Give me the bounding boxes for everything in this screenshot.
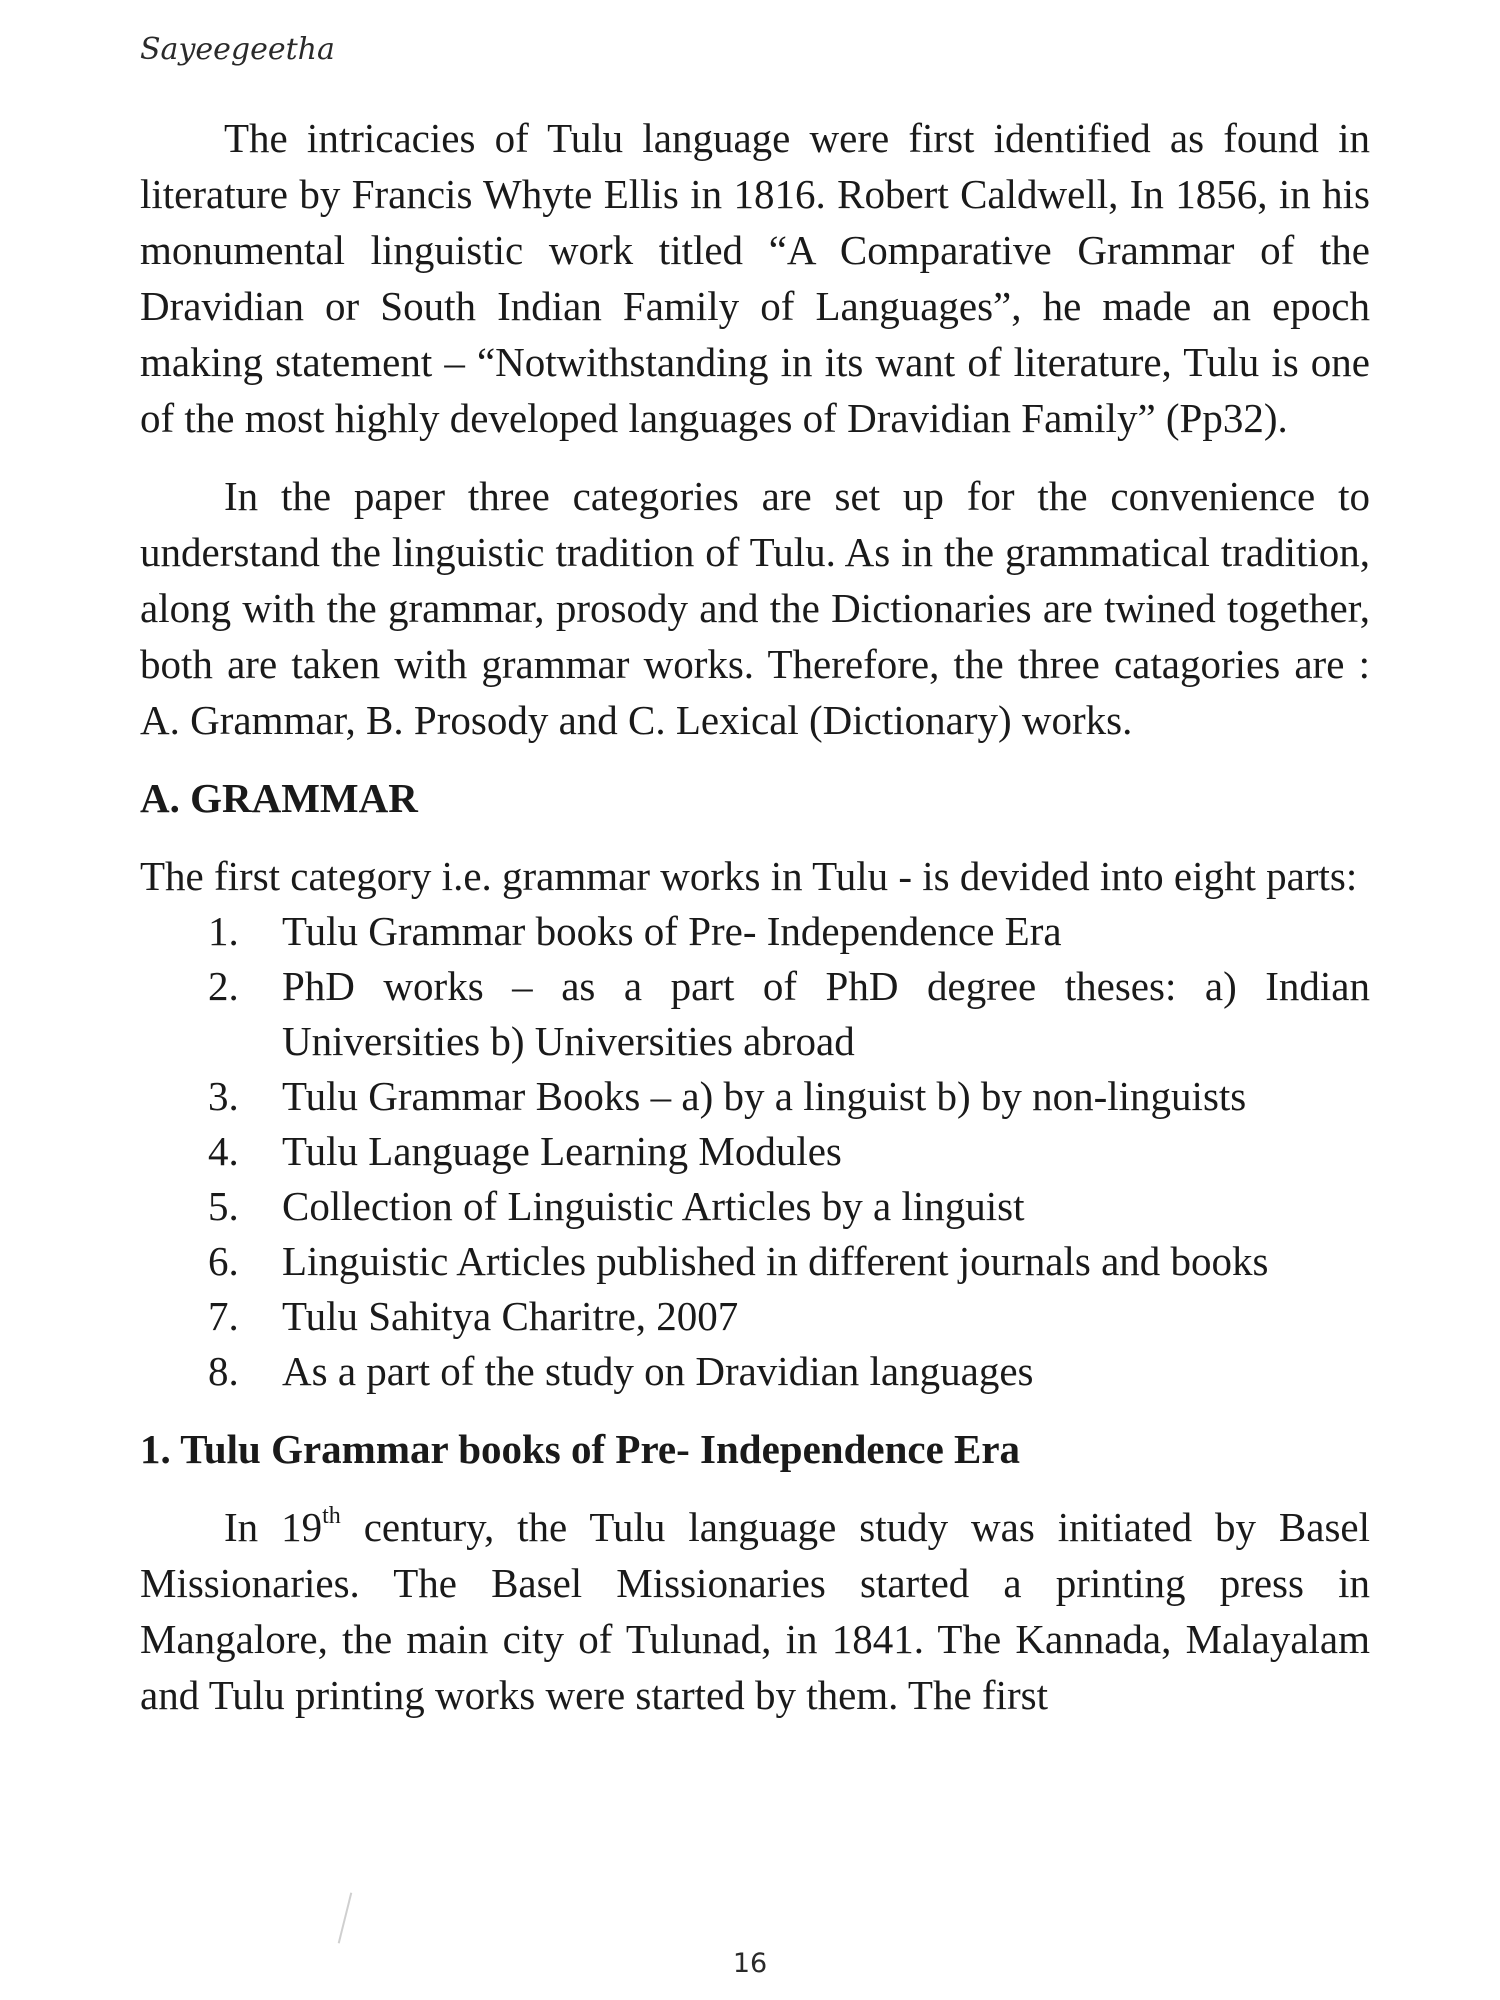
paragraph-gap (140, 748, 1370, 770)
list-item (140, 1124, 1370, 1179)
list-item (140, 1069, 1370, 1124)
paragraph-basel-missionaries (140, 1499, 1370, 1723)
list-item-number: 5. (208, 1183, 239, 1229)
paragraph-rest: century, the Tulu language study was initiated by Basel Missionaries. The Basel Missionaries started a printing press in Mangalore, the main city of Tulunad, in 1841. The Kannada, Malayalam and Tulu printing works were started by them. The first (140, 1504, 1371, 1718)
list-item-text: Tulu Grammar books of Pre- Independence Era (282, 908, 1062, 954)
section-heading-grammar: A. GRAMMAR (140, 775, 418, 821)
list-item-text: As a part of the study on Dravidian languages (282, 1348, 1034, 1394)
list-item-number: 2. (208, 963, 239, 1009)
list-item (140, 959, 1370, 1069)
paragraph-lead: In 19 (224, 1504, 323, 1550)
list-item-text: Tulu Language Learning Modules (282, 1128, 842, 1174)
paragraph-gap (140, 1399, 1370, 1421)
list-item (140, 1234, 1370, 1289)
list-item-number: 1. (208, 908, 239, 954)
paragraph-gap (140, 446, 1370, 468)
ordinal-suffix: th (322, 1503, 341, 1529)
list-item (140, 1344, 1370, 1399)
pen-stroke-mark (338, 1893, 353, 1944)
list-item-text: Tulu Sahitya Charitre, 2007 (282, 1293, 739, 1339)
list-item (140, 1289, 1370, 1344)
paragraph-gap (140, 826, 1370, 848)
list-item-text: Tulu Grammar Books – a) by a linguist b) by non-linguists (282, 1073, 1247, 1119)
grammar-parts-list (140, 904, 1370, 1399)
list-item (140, 904, 1370, 959)
list-item-text: Linguistic Articles published in different journals and books (282, 1238, 1269, 1284)
list-item (140, 1179, 1370, 1234)
paragraph-gap (140, 1477, 1370, 1499)
list-item-text: Collection of Linguistic Articles by a linguist (282, 1183, 1025, 1229)
list-item-number: 4. (208, 1128, 239, 1174)
paragraph-intro: The intricacies of Tulu language were first identified as found in literature by Francis Whyte Ellis in 1816. Robert Caldwell, In 1856, in his monumental linguistic work titled “A Comparative Grammar of the Dravidian or South Indian Family of Languages”, he made an epoch making statement – “Notwithstanding in its want of literature, Tulu is one of the most highly developed languages of Dravidian Family” (Pp32). (140, 115, 1370, 441)
section-heading-pre-independence: 1. Tulu Grammar books of Pre- Independence Era (140, 1426, 1021, 1472)
page-number: 16 (732, 1948, 768, 1979)
list-item-number: 7. (208, 1293, 239, 1339)
page-body (140, 110, 1370, 1723)
list-item-number: 8. (208, 1348, 239, 1394)
list-item-number: 3. (208, 1073, 239, 1119)
list-item-number: 6. (208, 1238, 239, 1284)
paragraph-grammar-intro: The first category i.e. grammar works in Tulu - is devided into eight parts: (140, 853, 1358, 899)
running-head: Sayeegeetha (140, 32, 335, 67)
paragraph-categories: In the paper three categories are set up for the convenience to understand the linguistic tradition of Tulu. As in the grammatical tradition, along with the grammar, prosody and the Dictionaries are twined together, both are taken with grammar works. Therefore, the three catagories are : A. Grammar, B. Prosody and C. Lexical (Dictionary) works. (140, 473, 1370, 743)
list-item-text: PhD works – as a part of PhD degree theses: a) Indian Universities b) Universities abroad (282, 963, 1370, 1064)
